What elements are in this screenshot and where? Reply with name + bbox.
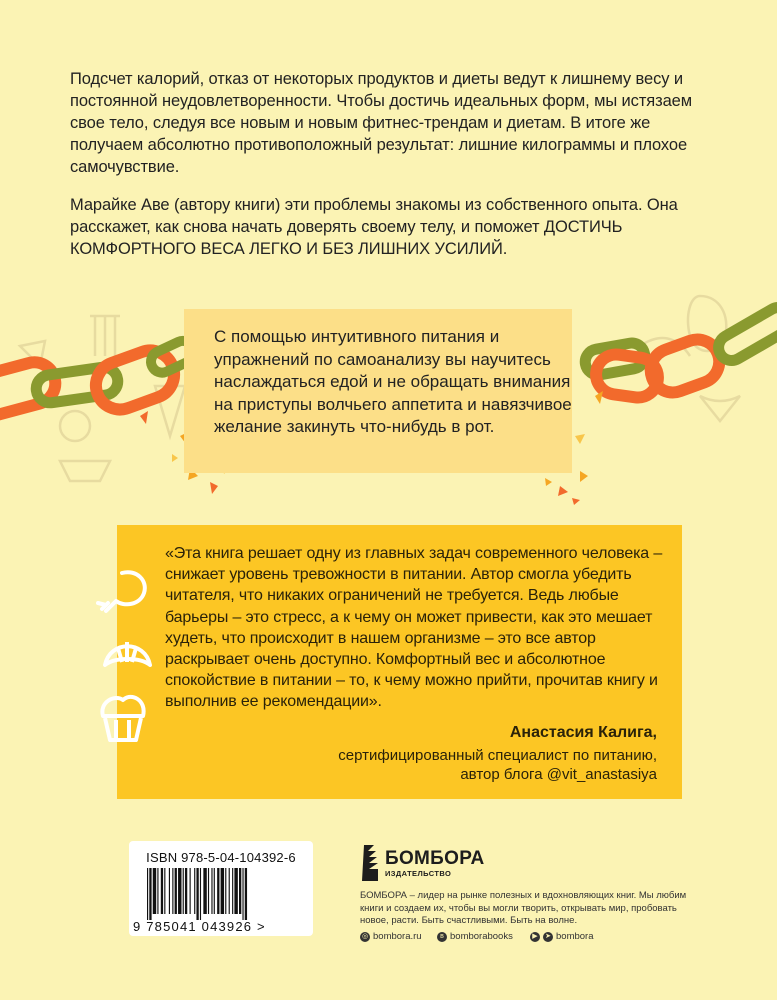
bombora-logo-icon bbox=[360, 843, 382, 883]
intro-paragraph-2 bbox=[70, 194, 720, 260]
intro-paragraph-1: Подсчет калорий, отказ от некоторых продуктов и диеты ведут к лишнему весу и постоянной неудовлетворенности. Чтобы достичь идеальных форм, мы истязаем свое тело, следуя все новым и новым фитнес-трендам и диетам. В итоге же получаем абсолютно противоположный результат: лишние килограммы и плохое самочувствие. bbox=[70, 70, 692, 176]
publisher-subtitle: ИЗДАТЕЛЬСТВО bbox=[385, 869, 452, 878]
barcode-bars bbox=[143, 868, 303, 920]
left-chain bbox=[0, 337, 197, 420]
cupcake-icon bbox=[95, 690, 150, 745]
social-instagram-label: bombora.ru bbox=[373, 931, 422, 942]
quote-role-line-2: автор блога @vit_anastasiya bbox=[460, 766, 657, 783]
vk-icon: в bbox=[437, 932, 447, 942]
instagram-icon: ◎ bbox=[361, 932, 369, 940]
social-instagram[interactable] bbox=[360, 931, 422, 942]
telegram-icon: ➤ bbox=[543, 932, 553, 942]
social-youtube-telegram[interactable] bbox=[530, 931, 594, 942]
intro-paragraph-2-text: Марайке Аве (автору книги) эти проблемы знакомы из собственного опыта. Она расскажет, как снова начать доверять своему телу, и поможет bbox=[70, 196, 678, 236]
croissant-icon bbox=[100, 630, 155, 675]
publisher-description: БОМБОРА – лидер на рынке полезных и вдохновляющих книг. Мы любим книги и создаем их, чтобы вы могли творить, открывать мир, пробовать новое, расти. Быть счастливыми. Быть на волне. bbox=[360, 890, 687, 926]
barcode-digits: 9 785041 043926 > bbox=[133, 919, 266, 934]
intro-paragraph-2-caps: ДОСТИЧЬ КОМФОРТНОГО ВЕСА ЛЕГКО И БЕЗ ЛИШНИХ УСИЛИЙ. bbox=[70, 218, 623, 258]
social-bombora-label: bombora bbox=[556, 931, 594, 942]
social-vk-label: bomborabooks bbox=[450, 931, 513, 942]
quote-role-line-1: сертифицированный специалист по питанию, bbox=[338, 747, 657, 764]
chicken-leg-icon bbox=[92, 565, 152, 615]
right-chain bbox=[583, 303, 777, 400]
barcode-box bbox=[129, 841, 313, 936]
highlight-text: С помощью интуитивного питания и упражнений по самоанализу вы научитесь наслаждаться едой и не обращать внимания на приступы волчьего аппетита и навязчивое желание закинуть что-нибудь в рот. bbox=[214, 327, 572, 436]
publisher-name: БОМБОРА bbox=[385, 848, 485, 869]
social-vk[interactable] bbox=[437, 931, 513, 942]
social-links bbox=[360, 931, 700, 947]
quote-text: «Эта книга решает одну из главных задач современного человека – снижает уровень тревожности в питании. Автор смогла убедить читателя, что никаких ограничений не требуется. Ведь любые барьеры – это стресс, а к чему он может привести, как это мешает худеть, что происходит в нашем организме – это все автор раскрывает очень доступно. Комфортный вес и абсолютное спокойствие в питании – то, к чему можно прийти, прочитав книгу и выполнив ее рекомендации». bbox=[165, 545, 663, 711]
isbn-text: ISBN 978-5-04-104392-6 bbox=[146, 850, 296, 865]
quote-author-role bbox=[237, 746, 657, 784]
quote-author: Анастасия Калига, bbox=[509, 724, 657, 741]
youtube-icon: ▶ bbox=[530, 932, 540, 942]
